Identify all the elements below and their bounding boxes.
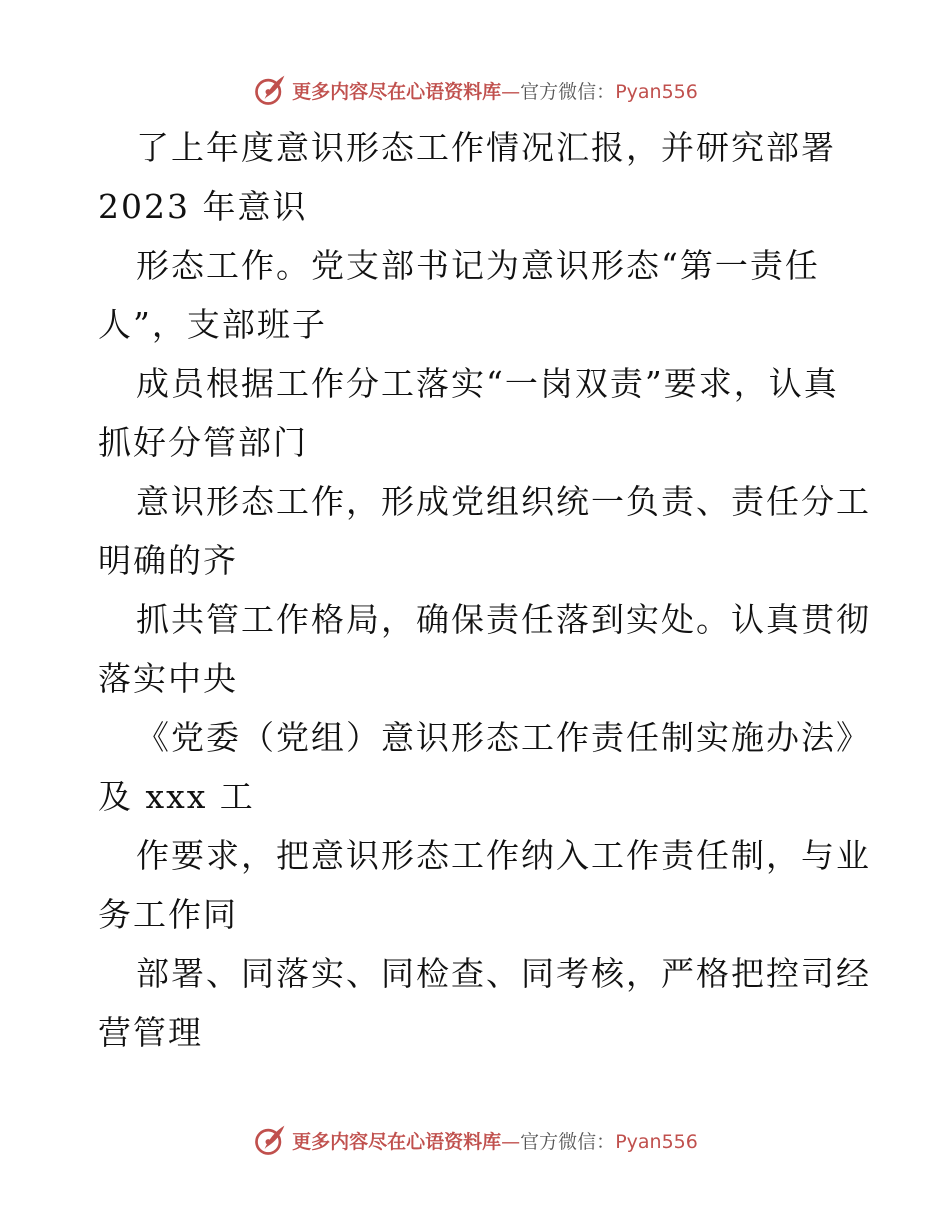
watermark-separator: — (501, 80, 521, 103)
header-watermark (0, 70, 950, 110)
text-line: 了上年度意识形态工作情况汇报，并研究部署 (136, 128, 836, 167)
text-line: 人”，支部班子 (98, 305, 327, 344)
watermark-main-text: 更多内容尽在心语资料库 (292, 80, 502, 103)
watermark-main-text: 更多内容尽在心语资料库 (292, 1130, 502, 1153)
quill-pen-circle-icon (252, 72, 288, 108)
text-line: 部署、同落实、同检查、同考核，严格把控司经 (136, 954, 871, 993)
text-line: 《党委（党组）意识形态工作责任制实施办法》 (136, 718, 871, 757)
text-line: 成员根据工作分工落实“一岗双责”要求，认真 (136, 364, 839, 403)
text-line: 2023 年意识 (98, 187, 308, 226)
footer-watermark (0, 1120, 950, 1160)
text-line: 营管理 (98, 1013, 203, 1052)
text-line: 作要求，把意识形态工作纳入工作责任制，与业 (136, 836, 871, 875)
watermark-official-label: 官方微信： (520, 1130, 616, 1153)
document-body (98, 118, 871, 1062)
text-line: 及 xxx 工 (98, 777, 255, 816)
text-line: 形态工作。党支部书记为意识形态“第一责任 (136, 246, 820, 285)
watermark-separator: — (501, 1130, 521, 1153)
watermark-wechat-id: Pyan556 (615, 1130, 698, 1153)
text-line: 意识形态工作，形成党组织统一负责、责任分工 (136, 482, 871, 521)
text-line: 抓好分管部门 (98, 423, 308, 462)
quill-pen-circle-icon (252, 1122, 288, 1158)
watermark-official-label: 官方微信： (520, 80, 616, 103)
text-line: 落实中央 (98, 659, 238, 698)
text-line: 抓共管工作格局，确保责任落到实处。认真贯彻 (136, 600, 871, 639)
text-line: 务工作同 (98, 895, 238, 934)
text-line: 明确的齐 (98, 541, 238, 580)
watermark-wechat-id: Pyan556 (615, 80, 698, 103)
